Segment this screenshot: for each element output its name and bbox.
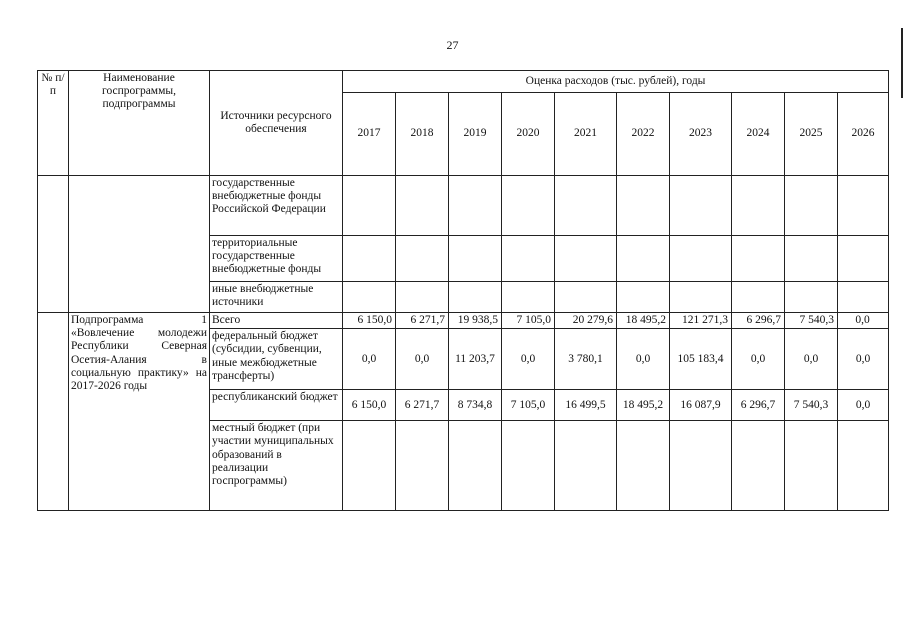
value-cell: 20 279,6 bbox=[555, 313, 617, 329]
header-year: 2022 bbox=[617, 93, 670, 176]
source-label: федеральный бюджет (субсидии, субвенции, иные межбюджетные трансферты) bbox=[210, 329, 343, 390]
program-num bbox=[38, 313, 69, 511]
header-year: 2018 bbox=[396, 93, 449, 176]
value-cell: 121 271,3 bbox=[670, 313, 732, 329]
value-cell: 3 780,1 bbox=[555, 329, 617, 390]
value-cell: 0,0 bbox=[502, 329, 555, 390]
source-label: республиканский бюджет bbox=[210, 390, 343, 421]
budget-table bbox=[37, 70, 889, 511]
value-cell bbox=[670, 421, 732, 511]
header-name: Наименование госпрограммы, подпрограммы bbox=[69, 71, 210, 176]
value-cell: 0,0 bbox=[838, 390, 889, 421]
value-cell: 0,0 bbox=[732, 329, 785, 390]
page-number: 27 bbox=[446, 38, 459, 52]
source-label: государственные внебюджетные фонды Российской Федерации bbox=[210, 176, 343, 236]
value-cell: 6 150,0 bbox=[343, 390, 396, 421]
header-num: № п/п bbox=[38, 71, 69, 176]
value-cell: 18 495,2 bbox=[617, 390, 670, 421]
empty-cell bbox=[38, 176, 69, 313]
value-cell bbox=[396, 421, 449, 511]
value-cell: 7 105,0 bbox=[502, 313, 555, 329]
source-label: Всего bbox=[210, 313, 343, 329]
header-row bbox=[38, 71, 889, 93]
header-year: 2021 bbox=[555, 93, 617, 176]
value-cell: 11 203,7 bbox=[449, 329, 502, 390]
header-year: 2025 bbox=[785, 93, 838, 176]
value-cell: 6 150,0 bbox=[343, 313, 396, 329]
value-cell bbox=[449, 421, 502, 511]
source-label: местный бюджет (при участии муниципальных образований в реализации госпрограммы) bbox=[210, 421, 343, 511]
value-cell: 0,0 bbox=[838, 329, 889, 390]
source-label: иные внебюджетные источники bbox=[210, 282, 343, 313]
header-year: 2024 bbox=[732, 93, 785, 176]
value-cell: 16 499,5 bbox=[555, 390, 617, 421]
value-cell: 8 734,8 bbox=[449, 390, 502, 421]
value-cell: 0,0 bbox=[343, 329, 396, 390]
value-cell: 6 271,7 bbox=[396, 313, 449, 329]
header-year: 2020 bbox=[502, 93, 555, 176]
value-cell: 0,0 bbox=[617, 329, 670, 390]
source-label: территориальные государственные внебюджетные фонды bbox=[210, 236, 343, 282]
header-years-title: Оценка расходов (тыс. рублей), годы bbox=[343, 71, 889, 93]
value-cell bbox=[502, 421, 555, 511]
value-cell: 0,0 bbox=[785, 329, 838, 390]
table-row bbox=[38, 176, 889, 236]
value-cell: 19 938,5 bbox=[449, 313, 502, 329]
header-year: 2023 bbox=[670, 93, 732, 176]
value-cell: 7 540,3 bbox=[785, 390, 838, 421]
value-cell: 0,0 bbox=[838, 313, 889, 329]
value-cell bbox=[732, 421, 785, 511]
value-cell: 105 183,4 bbox=[670, 329, 732, 390]
value-cell bbox=[785, 421, 838, 511]
empty-cell bbox=[69, 176, 210, 313]
value-cell: 18 495,2 bbox=[617, 313, 670, 329]
value-cell: 6 296,7 bbox=[732, 390, 785, 421]
header-year: 2019 bbox=[449, 93, 502, 176]
value-cell: 16 087,9 bbox=[670, 390, 732, 421]
value-cell: 6 296,7 bbox=[732, 313, 785, 329]
header-sources: Источники ресурсного обеспечения bbox=[210, 71, 343, 176]
program-name: Подпрограмма 1 «Вовлечение молодежи Республики Северная Осетия-Алания в социальную практику» на 2017-2026 годы bbox=[69, 313, 210, 511]
table-row bbox=[38, 313, 889, 329]
header-year: 2017 bbox=[343, 93, 396, 176]
margin-rule bbox=[901, 28, 903, 98]
value-cell bbox=[838, 421, 889, 511]
value-cell: 0,0 bbox=[396, 329, 449, 390]
value-cell: 7 540,3 bbox=[785, 313, 838, 329]
value-cell bbox=[555, 421, 617, 511]
value-cell: 7 105,0 bbox=[502, 390, 555, 421]
value-cell bbox=[343, 421, 396, 511]
value-cell bbox=[617, 421, 670, 511]
value-cell: 6 271,7 bbox=[396, 390, 449, 421]
header-year: 2026 bbox=[838, 93, 889, 176]
